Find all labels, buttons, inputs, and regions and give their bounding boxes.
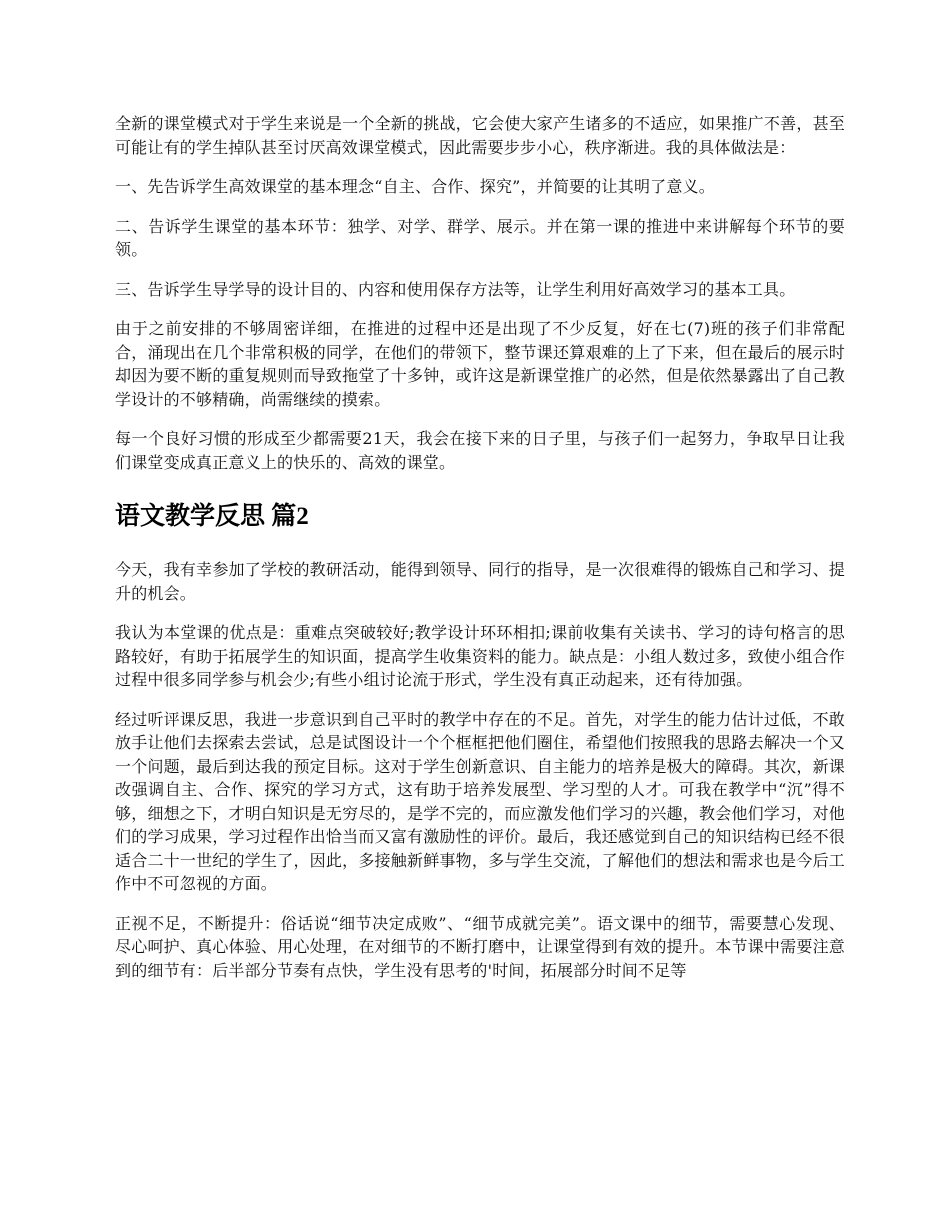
paragraph: 每一个良好习惯的形成至少都需要21天，我会在接下来的日子里，与孩子们一起努力，争取早日让我们课堂变成真正意义上的快乐的、高效的课堂。 <box>115 429 845 472</box>
paragraph: 正视不足，不断提升：俗话说“细节决定成败”、“细节成就完美”。语文课中的细节，需要慧心发现、尽心呵护、真心体验、用心处理，在对细节的不断打磨中，让课堂得到有效的提升。本节课中需要注意到的细节有：后半部分节奏有点快，学生没有思考的'时间，拓展部分时间不足等 <box>115 913 845 980</box>
paragraph: 我认为本堂课的优点是：重难点突破较好;教学设计环环相扣;课前收集有关读书、学习的诗句格言的思路较好，有助于拓展学生的知识面，提高学生收集资料的能力。缺点是：小组人数过多，致使小组合作过程中很多同学参与机会少;有些小组讨论流于形式，学生没有真正动起来，还有待加强。 <box>115 623 845 689</box>
paragraph: 今天，我有幸参加了学校的教研活动，能得到领导、同行的指导，是一次很难得的锻炼自己和学习、提升的机会。 <box>115 560 845 603</box>
section-heading: 语文教学反思 篇2 <box>115 503 309 530</box>
paragraph: 三、告诉学生导学导的设计目的、内容和使用保存方法等，让学生利用好高效学习的基本工具。 <box>115 279 796 299</box>
paragraph: 二、告诉学生课堂的基本环节：独学、对学、群学、展示。并在第一课的推进中来讲解每个环节的要领。 <box>115 216 845 259</box>
paragraph: 由于之前安排的不够周密详细，在推进的过程中还是出现了不少反复，好在七(7)班的孩子们非常配合，涌现出在几个非常积极的同学，在他们的带领下，整节课还算艰难的上了下来，但在最后的展示时却因为要不断的重复规则而导致拖堂了十多钟，或许这是新课堂推广的必然，但是依然暴露出了自己教学设计的不够精确，尚需继续的摸索。 <box>115 319 845 409</box>
paragraph: 经过听评课反思，我进一步意识到自己平时的教学中存在的不足。首先，对学生的能力估计过低，不敢放手让他们去探索去尝试，总是试图设计一个个框框把他们圈住，希望他们按照我的思路去解决一个又一个问题，最后到达我的预定目标。这对于学生创新意识、自主能力的培养是极大的障碍。其次，新课改强调自主、合作、探究的学习方式，这有助于培养发展型、学习型的人才。可我在教学中“沉”得不够，细想之下，才明白知识是无穷尽的，是学不完的，而应激发他们学习的兴趣，教会他们学习，对他们的学习成果，学习过程作出恰当而又富有激励性的评价。最后，我还感觉到自己的知识结构已经不很适合二十一世纪的学生了，因此，多接触新鲜事物，多与学生交流，了解他们的想法和需求也是今后工作中不可忽视的方面。 <box>115 709 845 893</box>
paragraph: 一、先告诉学生高效课堂的基本理念“自主、合作、探究”，并简要的让其明了意义。 <box>115 177 715 196</box>
section-1 <box>115 112 845 474</box>
document-page <box>115 112 845 998</box>
paragraph: 全新的课堂模式对于学生来说是一个全新的挑战，它会使大家产生诸多的不适应，如果推广不善，甚至可能让有的学生掉队甚至讨厌高效课堂模式，因此需要步步小心，秩序渐进。我的具体做法是： <box>115 114 845 157</box>
section-2 <box>115 558 845 982</box>
